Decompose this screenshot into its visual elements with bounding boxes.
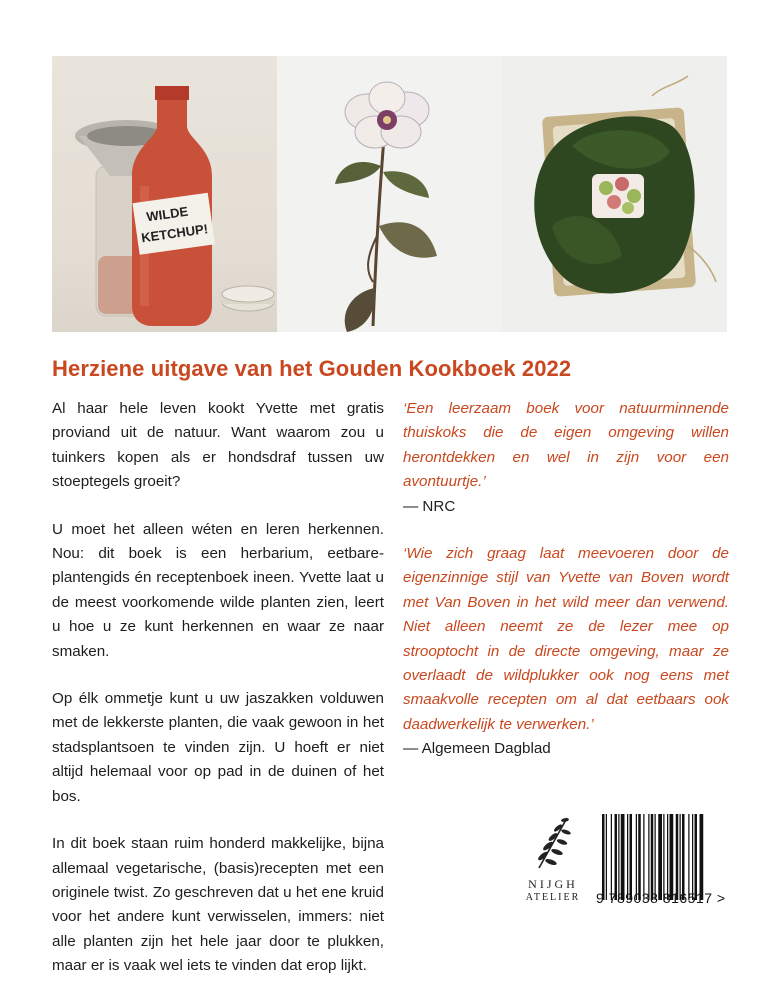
ketchup-label-line1: WILDE xyxy=(145,203,190,225)
review-quote-ad: ‘Wie zich graag laat meevoeren door de eigenzinnige stijl van Yvette van Boven wordt met Van Boven in het wild meer dan verwend. Niet alleen neemt ze de lezer mee op strooptocht in de directe omgeving, maar ze overlaadt de wildplukker ook nog eens met smaakvolle recepten om al dat eetbaars ook daadwerkelijk te verwerken.’ xyxy=(403,545,729,733)
barcode-bar xyxy=(667,814,668,900)
barcode-bar xyxy=(688,814,689,900)
barcode-bar xyxy=(615,814,618,900)
barcode-bar xyxy=(627,814,628,900)
blurb-paragraph: In dit boek staan ruim honderd makkelijke, bijna allemaal vegetarische, (basis)recepten met een originele twist. Zo geschreven dat u het ene kruid voor het andere kunt verwisselen, immers: niet alle planten zijn het hele jaar door te plukken, maar er is vaak wel iets te vinden dat erop lijkt. xyxy=(52,835,384,975)
publisher-name: NIJGH xyxy=(528,877,578,891)
section-heading: Herziene uitgave van het Gouden Kookboek 2022 xyxy=(52,356,572,381)
barcode-bar xyxy=(648,814,649,900)
barcode-bar xyxy=(638,814,641,900)
publisher-logo xyxy=(520,812,586,912)
ketchup-label-line2: KETCHUP! xyxy=(140,221,209,246)
barcode-bar xyxy=(670,814,674,900)
blurb-paragraph: Al haar hele leven kookt Yvette met gratis proviand uit de natuur. Want waarom zou u tuinkers kopen als er hondsdraf tussen uw stoeptegels groeit? xyxy=(52,400,384,491)
blurb-paragraph: U moet het alleen wéten en leren herkennen. Nou: dit boek is een herbarium, eetbare-plantengids én receptenboek ineen. Yvette laat u de meest voorkomende wilde planten zien, leert u hoe u ze kunt herkennen en waar ze naar smaken. xyxy=(52,520,384,660)
barcode-bar xyxy=(651,814,654,900)
photo-pressed-flower xyxy=(277,56,502,332)
barcode-bar xyxy=(630,814,633,900)
barcode-bar xyxy=(658,814,662,900)
ketchup-bottle-illustration xyxy=(52,56,277,332)
leaf-dish-illustration xyxy=(502,56,727,332)
barcode-bar xyxy=(680,814,681,900)
isbn-number: 9 789038 816517 > xyxy=(596,890,726,906)
photo-strip xyxy=(52,56,727,332)
barcode-bar xyxy=(676,814,679,900)
review-quote-nrc: ‘Een leerzaam boek voor natuurminnende thuiskoks die de eigen omgeving willen herontdekken en wel in zijn voor een avontuurtje.’ xyxy=(403,400,729,491)
barcode-bar xyxy=(655,814,656,900)
barcode-bar xyxy=(636,814,637,900)
review-source-ad: — Algemeen Dagblad xyxy=(403,740,551,758)
barcode-bar xyxy=(606,814,607,900)
blurb-column xyxy=(52,397,384,1002)
barcode-bar xyxy=(663,814,664,900)
blurb-paragraph: Op élk ommetje kunt u uw jaszakken volduwen met de lekkerste planten, die vaak gewoon in het stadsplantsoen te vinden zijn. U hoeft er niet altijd helemaal voor op pad in de duinen of het bos. xyxy=(52,690,384,805)
barcode-bar xyxy=(621,814,625,900)
barcode-bar xyxy=(695,814,698,900)
barcode-bar xyxy=(611,814,612,900)
publisher-sub: ATELIER xyxy=(525,892,581,903)
barcode-bar xyxy=(700,814,704,900)
barcode-bar xyxy=(618,814,619,900)
reviews-column xyxy=(403,397,729,785)
review-source-nrc: — NRC xyxy=(403,497,456,515)
fern-icon xyxy=(531,812,575,872)
photo-wild-ketchup xyxy=(52,56,277,332)
barcode-bar xyxy=(602,814,605,900)
pressed-flower-illustration xyxy=(277,56,502,332)
barcode-bar xyxy=(692,814,693,900)
barcode-bar xyxy=(643,814,644,900)
photo-leaf-dish xyxy=(502,56,727,332)
barcode-bar xyxy=(682,814,685,900)
